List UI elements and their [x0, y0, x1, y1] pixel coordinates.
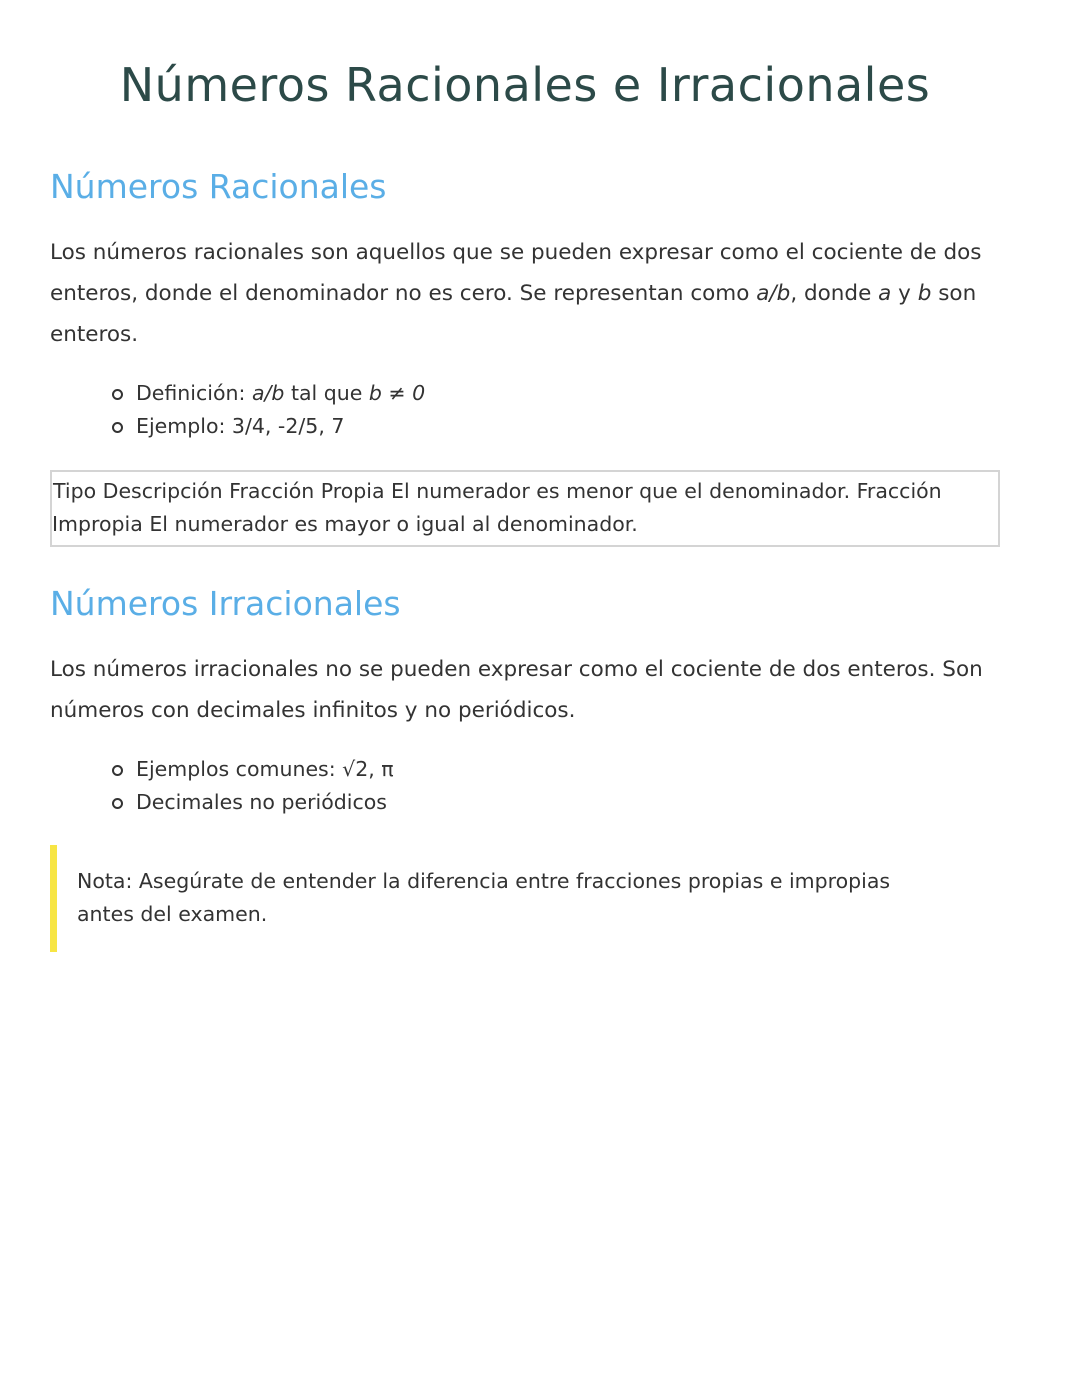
table-text: Tipo Descripción Fracción Propia El numerador es menor que el denominador. Fracción Impropia El numerador es mayor o igual al denominador. [52, 479, 942, 536]
list-item [136, 753, 394, 786]
definition-text: tal que [284, 381, 369, 405]
rational-paragraph-text: Los números racionales son aquellos que se pueden expresar como el cociente de dos enteros, donde el denominador no es cero. Se representan como [50, 240, 982, 306]
note-text: Nota: Asegúrate de entender la diferencia entre fracciones propias e impropias antes del examen. [77, 869, 891, 926]
irrational-heading: Números Irracionales [50, 584, 401, 623]
definition-label: Definición: [136, 381, 252, 405]
note-callout [50, 845, 1000, 952]
circle-bullet-icon [112, 765, 123, 776]
irrational-bullet-list [136, 753, 394, 819]
rational-paragraph-text: y [891, 281, 918, 306]
list-item [136, 786, 394, 819]
list-item [136, 410, 425, 443]
rational-paragraph-text: son enteros. [50, 281, 977, 347]
rational-bullet-list [136, 377, 425, 443]
variable-a: a [878, 281, 892, 306]
example-text: Ejemplo: 3/4, -2/5, 7 [136, 414, 345, 438]
fraction-notation: a/b [756, 281, 791, 306]
definition-condition: b ≠ 0 [368, 381, 426, 405]
fraction-notation: a/b [251, 381, 285, 405]
page-title: Números Racionales e Irracionales [119, 58, 931, 112]
rational-paragraph-text: , donde [790, 281, 879, 306]
rational-heading: Números Racionales [50, 167, 387, 206]
list-item [136, 377, 425, 410]
list-item-text: Ejemplos comunes: √2, π [136, 757, 394, 781]
circle-bullet-icon [112, 798, 123, 809]
circle-bullet-icon [112, 389, 123, 400]
list-item-text: Decimales no periódicos [136, 790, 387, 814]
variable-b: b [917, 281, 932, 306]
fraction-types-table [50, 470, 1000, 547]
rational-paragraph [50, 232, 1000, 355]
irrational-paragraph: Los números irracionales no se pueden expresar como el cociente de dos enteros. Son números con decimales infinitos y no periódicos. [50, 657, 983, 723]
circle-bullet-icon [112, 422, 123, 433]
